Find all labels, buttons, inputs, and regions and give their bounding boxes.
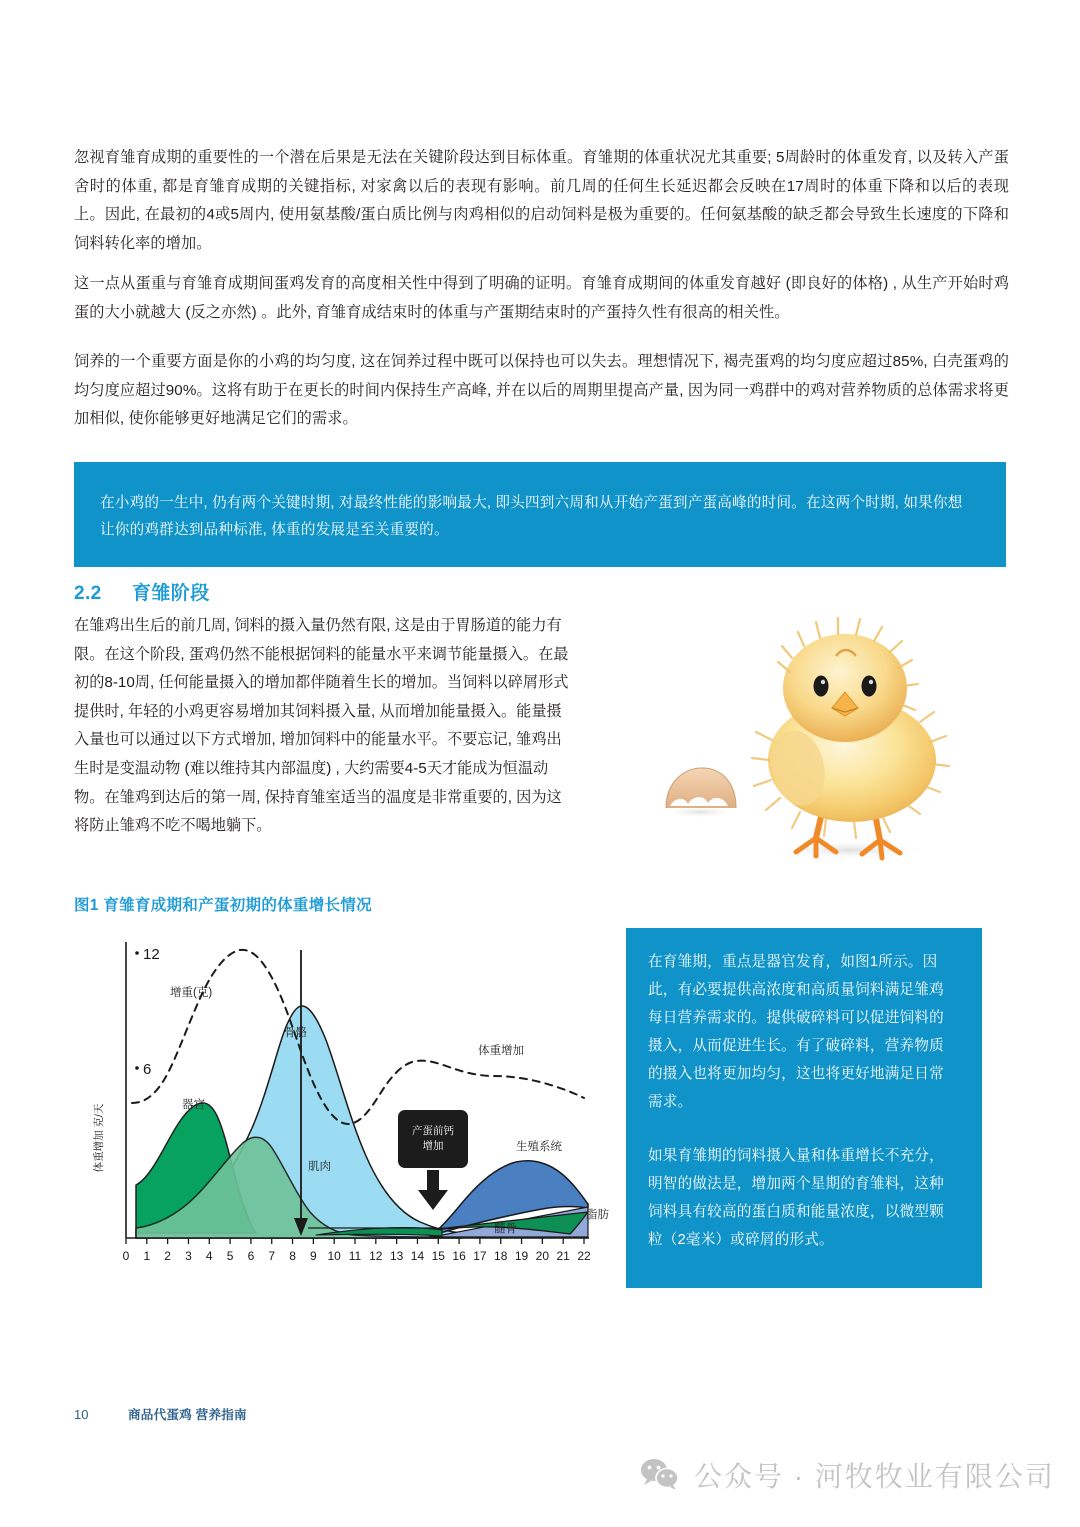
x-tick-label: 13: [389, 1249, 404, 1263]
paragraph-3: 饲养的一个重要方面是你的小鸡的均匀度, 这在饲养过程中既可以保持也可以失去。理想情况下, 褐壳蛋鸡的均匀度应超过85%, 白壳蛋鸡的均匀度应超过90%。这将有助于在更长的时间内保持生产高峰, 并在以后的周期里提高产量, 因为同一鸡群中的鸡对营养物质的总体需求将更加相似, 使你能够更好地满足它们的需求。: [74, 353, 1009, 427]
chick-illustration: [640, 600, 1010, 875]
callout-side-paragraph-2: 如果育雏期的饲料摄入量和体重增长不充分，明智的做法是，增加两个星期的育雏料，这种饲料具有较高的蛋白质和能量浓度，以微型颗粒（2毫米）或碎屑的形式。: [648, 1148, 944, 1248]
section-heading: [74, 578, 210, 605]
x-tick-label: 21: [556, 1249, 570, 1263]
label-fat: 脂肪: [586, 1209, 609, 1221]
curve-weight-gain: [132, 950, 584, 1124]
x-tick-label: 11: [348, 1249, 362, 1263]
x-tick-label: 20: [535, 1249, 550, 1263]
x-axis-ticks: [123, 1238, 591, 1263]
section-body-text: 在雏鸡出生后的前几周, 饲料的摄入量仍然有限, 这是由于胃肠道的能力有限。在这个阶段, 蛋鸡仍然不能根据饲料的能量水平来调节能量摄入。在最初的8-10周, 任何能量摄入的增加都伴随着生长的增加。当饲料以碎屑形式提供时, 年轻的小鸡更容易增加其饲料摄入量, 从而增加能量摄入。能量摄入量也可以通过以下方式增加, 增加饲料中的能量水平。不要忘记, 雏鸡出生时是变温动物 (难以维持其内部温度) , 大约需要4-5天才能成为恒温动物。在雏鸡到达后的第一周, 保持育雏室适当的温度是非常重要的, 因为这将防止雏鸡不吃不喝地躺下。: [74, 617, 569, 835]
x-tick-label: 5: [226, 1249, 234, 1263]
label-bone: 骨骼: [284, 1027, 307, 1039]
y-axis-title: 体重增加 克/天: [93, 1103, 105, 1173]
figure-caption: 图1 育雏育成期和产蛋初期的体重增长情况: [74, 897, 372, 914]
section-title: 育雏阶段: [132, 583, 210, 604]
x-tick-label: 1: [143, 1249, 151, 1263]
x-tick-label: 3: [185, 1249, 192, 1263]
paragraph-1: 忽视育雏育成期的重要性的一个潜在后果是无法在关键阶段达到目标体重。育雏期的体重状况尤其重要; 5周龄时的体重发育, 以及转入产蛋舍时的体重, 都是育雏育成期的关键指标, 对家禽以后的表现有影响。前几周的任何生长延迟都会反映在17周时的体重下降和以后的表现上。因此, 在最初的4或5周内, 使用氨基酸/蛋白质比例与肉鸡相似的启动饲料是极为重要的。任何氨基酸的缺乏都会导致生长速度的下降和饲料转化率的增加。: [74, 149, 1009, 252]
label-muscle: 肌肉: [308, 1161, 331, 1173]
watermark-text: 公众号 · 河牧牧业有限公司: [694, 1461, 1055, 1492]
label-reproductive-system: 生殖系统: [516, 1141, 562, 1153]
page-number: 10: [74, 1407, 89, 1422]
label-weight-gain-grams: 增重(克): [170, 987, 213, 999]
calcium-annotation-line2: 增加: [422, 1140, 444, 1152]
x-tick-label: 10: [327, 1249, 341, 1263]
x-tick-label: 22: [577, 1249, 591, 1263]
growth-chart-svg: [84, 928, 614, 1278]
x-tick-label: 7: [268, 1249, 276, 1263]
callout-side-paragraph-1: 在育雏期，重点是器官发育，如图1所示。因此，有必要提供高浓度和高质量饲料满足雏鸡每日营养需求的。提供破碎料可以促进饲料的摄入，从而促进生长。有了破碎料，营养物质的摄入也将更加均匀，这也将更好地满足日常需求。: [648, 954, 944, 1110]
section-number: 2.2: [74, 583, 102, 604]
highlight-callout-top: [74, 462, 1006, 567]
x-tick-label: 15: [431, 1249, 445, 1263]
x-tick-label: 8: [289, 1249, 296, 1263]
label-body-weight-gain: 体重增加: [478, 1045, 524, 1057]
highlight-callout-top-text: 在小鸡的一生中, 仍有两个关键时期, 对最终性能的影响最大, 即头四到六周和从开始产蛋到产蛋高峰的时间。在这两个时期, 如果你想让你的鸡群达到品种标准, 体重的发展是至关重要的。: [100, 495, 963, 538]
y-axis-ticks: [135, 946, 159, 1078]
wechat-icon: [640, 1458, 680, 1492]
x-tick-label: 4: [205, 1249, 213, 1263]
paragraph-2: 这一点从蛋重与育雏育成期间蛋鸡发育的高度相关性中得到了明确的证明。育雏育成期间的体重发育越好 (即良好的体格) , 从生产开始时鸡蛋的大小就越大 (反之亦然) 。此外, 育雏育成结束时的体重与产蛋期结束时的产蛋持久性有很高的相关性。: [74, 275, 1009, 321]
growth-chart: [84, 928, 614, 1278]
x-tick-label: 16: [452, 1249, 466, 1263]
x-tick-label: 9: [310, 1249, 317, 1263]
page-footer: [74, 1404, 247, 1423]
watermark: [640, 1455, 1055, 1495]
x-tick-label: 19: [514, 1249, 529, 1263]
highlight-callout-side: [626, 928, 982, 1288]
x-tick-label: 17: [473, 1249, 487, 1263]
calcium-annotation-line1: 产蛋前钙: [412, 1125, 454, 1137]
x-tick-label: 2: [164, 1249, 171, 1263]
x-tick-label: 14: [410, 1249, 425, 1263]
label-medullary-bone: 髓骨: [494, 1223, 517, 1235]
x-tick-label: 0: [122, 1249, 130, 1263]
x-tick-label: 6: [247, 1249, 255, 1263]
y-tick-6: 6: [143, 1061, 152, 1078]
x-tick-label: 12: [369, 1249, 383, 1263]
x-tick-label: 18: [494, 1249, 508, 1263]
calcium-annotation: [398, 1110, 468, 1210]
label-organ: 器官: [182, 1099, 205, 1111]
y-tick-12: 12: [143, 946, 160, 963]
footer-title: 商品代蛋鸡 营养指南: [128, 1408, 247, 1422]
chick-photo: [640, 600, 1010, 875]
